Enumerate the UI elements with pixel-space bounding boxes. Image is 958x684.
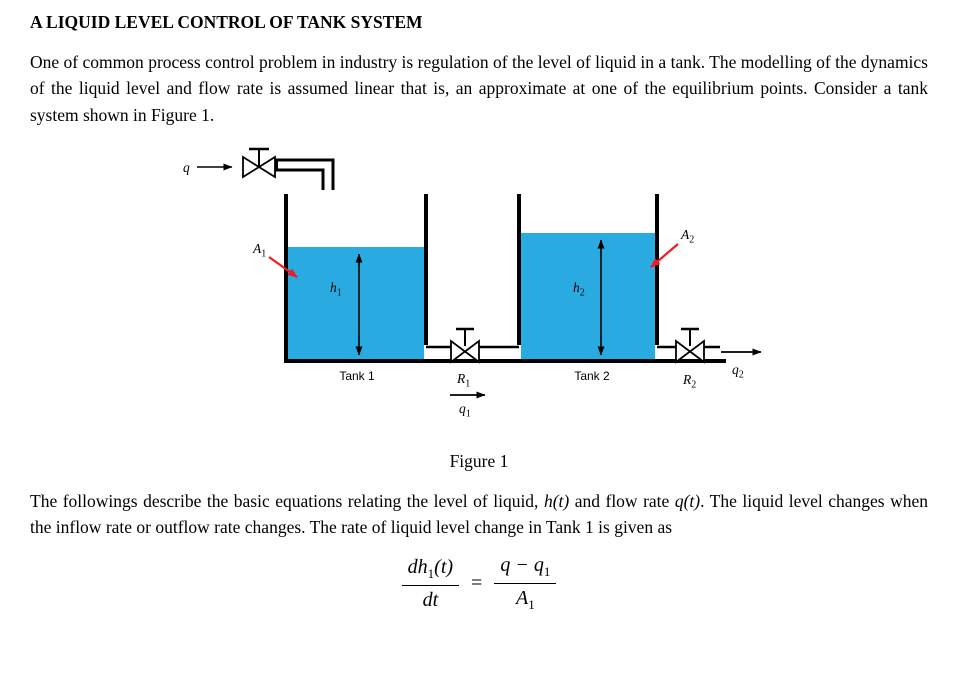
para2-text-b: and flow rate	[569, 490, 675, 511]
label-a1: $A_1$	[253, 240, 267, 260]
tank-system-figure	[169, 136, 789, 446]
lhs-num-sub: 1	[427, 565, 435, 581]
tank1-water	[288, 247, 424, 360]
rhs-numerator	[494, 554, 556, 584]
inlet-pipe	[275, 165, 328, 190]
equation-lhs-fraction	[402, 556, 459, 612]
label-tank1: Tank 1	[339, 368, 375, 383]
tank2-water	[521, 233, 655, 360]
label-q2: $q_2$	[732, 361, 744, 381]
para2-text-a: The followings describe the basic equations relating the level of liquid,	[30, 490, 544, 511]
label-r1: $R_1$	[457, 370, 471, 390]
rate-equation	[30, 554, 928, 613]
intro-paragraph: One of common process control problem in industry is regulation of the level of liquid in a tank. The modelling of the dynamics of the liquid level and flow rate is assumed linear that is, an approximate at one of the equilibrium points. Consider a tank system shown in Figure 1.	[30, 52, 928, 125]
valve-r2-icon	[676, 329, 704, 362]
equations-paragraph	[30, 488, 928, 541]
rhs-den-main: A	[515, 587, 529, 610]
rhs-den-sub: 1	[528, 597, 535, 613]
lhs-den-dt: dt	[422, 588, 439, 611]
inlet-valve-icon	[243, 149, 275, 177]
label-a2: $A_2$	[681, 226, 695, 246]
lhs-denominator	[423, 586, 439, 612]
label-tank2: Tank 2	[574, 368, 610, 383]
label-q1: $q_1$	[459, 400, 471, 420]
document-title: A LIQUID LEVEL CONTROL OF TANK SYSTEM	[30, 12, 423, 32]
figure-caption: Figure 1	[449, 450, 509, 471]
lhs-numerator	[402, 556, 459, 586]
rhs-num-sub: 1	[543, 564, 551, 580]
rhs-denominator	[516, 584, 535, 613]
label-h2: $h_2$	[573, 279, 585, 299]
para2-math-h: h(t)	[543, 490, 570, 511]
lhs-num-arg: (t)	[434, 555, 454, 578]
label-r2: $R_2$	[683, 371, 697, 391]
rhs-num-main: q − q	[500, 554, 544, 577]
lhs-num-dh: dh	[407, 555, 428, 578]
para2-math-q: q(t)	[674, 490, 701, 511]
equals-sign: =	[471, 572, 483, 595]
figure-container	[30, 136, 928, 451]
equation-rhs-fraction	[494, 554, 556, 613]
valve-r1-icon	[451, 329, 479, 362]
label-q-inflow: q	[183, 159, 190, 175]
para2-text-c: . The liquid level changes when the inflow rate or outflow rate changes. The rate of liquid level change in Tank 1 is given as	[30, 490, 928, 537]
label-h1: $h_1$	[330, 279, 342, 299]
